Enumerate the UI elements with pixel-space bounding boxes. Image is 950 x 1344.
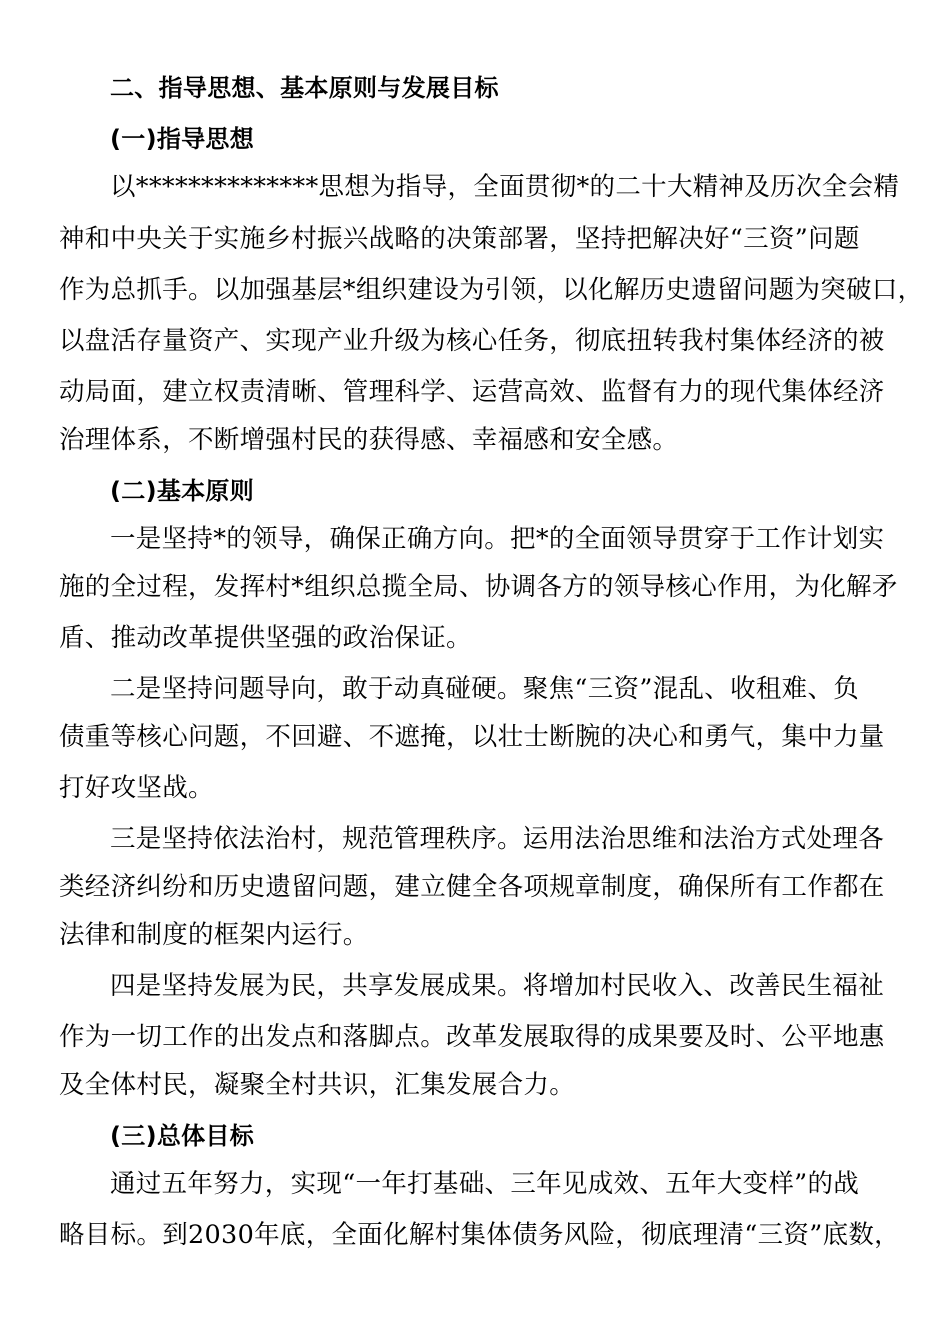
paragraph-line: 神和中央关于实施乡村振兴战略的决策部署，坚持把解决好“三资”问题	[59, 224, 860, 254]
paragraph-line: 略目标。到2030年底，全面化解村集体债务风险，彻底理清“三资”底数，	[59, 1220, 900, 1250]
paragraph-line: 作为总抓手。以加强基层*组织建设为引领，以化解历史遗留问题为突破口，	[59, 275, 924, 305]
paragraph-line: 盾、推动改革提供坚强的政治保证。	[59, 623, 472, 653]
section-title-basic-principles: (二)基本原则	[110, 477, 255, 505]
paragraph-line: 通过五年努力，实现“一年打基础、三年见成效、五年大变样”的战	[110, 1169, 860, 1199]
paragraph-line: 打好攻坚战。	[59, 773, 214, 803]
paragraph-line: 及全体村民，凝聚全村共识，汇集发展合力。	[59, 1070, 576, 1100]
paragraph-line: 类经济纠纷和历史遗留问题，建立健全各项规章制度，确保所有工作都在	[59, 872, 885, 902]
paragraph-line: 二是坚持问题导向，敢于动真碰硬。聚焦“三资”混乱、收租难、负	[110, 674, 860, 704]
section-title-guiding-ideology: (一)指导思想	[110, 125, 255, 153]
paragraph-line: 施的全过程，发挥村*组织总揽全局、协调各方的领导核心作用，为化解矛	[59, 572, 898, 602]
paragraph-line: 治理体系，不断增强村民的获得感、幸福感和安全感。	[59, 425, 679, 455]
paragraph-line: 一是坚持*的领导，确保正确方向。把*的全面领导贯穿于工作计划实	[110, 524, 885, 554]
paragraph-line: 法律和制度的框架内运行。	[59, 920, 369, 950]
section-title-overall-goals: (三)总体目标	[110, 1122, 255, 1150]
paragraph-line: 作为一切工作的出发点和落脚点。改革发展取得的成果要及时、公平地惠	[59, 1022, 885, 1052]
paragraph-line: 以**************思想为指导，全面贯彻*的二十大精神及历次全会精	[110, 172, 900, 202]
main-heading: 二、指导思想、基本原则与发展目标	[110, 74, 499, 102]
paragraph-line: 动局面，建立权责清晰、管理科学、运营高效、监督有力的现代集体经济	[59, 377, 885, 407]
paragraph-line: 四是坚持发展为民，共享发展成果。将增加村民收入、改善民生福祉	[110, 971, 885, 1001]
paragraph-line: 债重等核心问题，不回避、不遮掩，以壮士断腕的决心和勇气，集中力量	[59, 722, 885, 752]
paragraph-line: 三是坚持依法治村，规范管理秩序。运用法治思维和法治方式处理各	[110, 824, 885, 854]
paragraph-line: 以盘活存量资产、实现产业升级为核心任务，彻底扭转我村集体经济的被	[59, 326, 885, 356]
